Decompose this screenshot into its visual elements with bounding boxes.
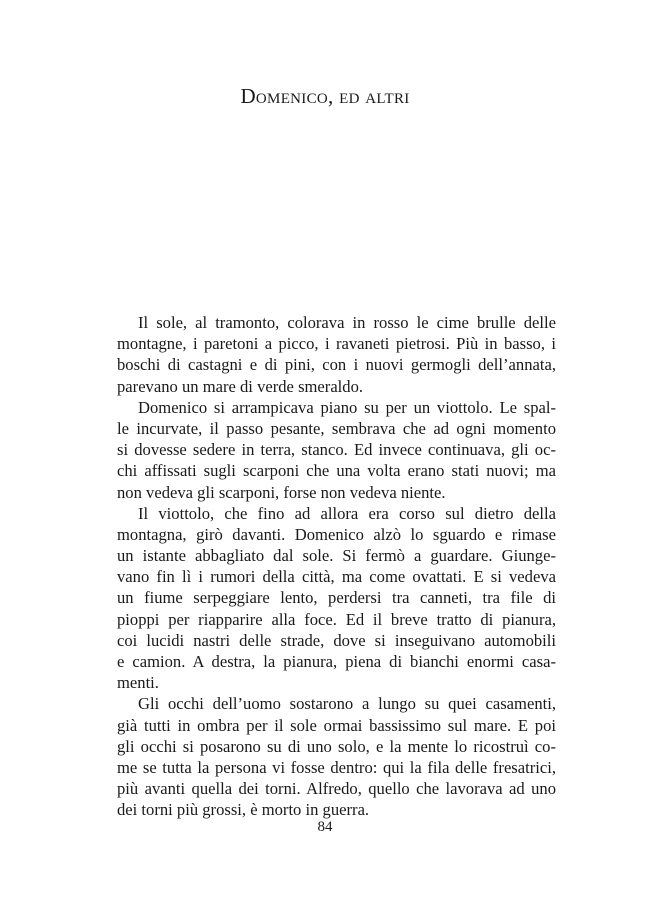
text-line: montagne, i paretoni a picco, i ravaneti pietrosi. Più in basso, i [117, 334, 556, 354]
chapter-title: Domenico, ed altri [240, 84, 410, 108]
text-line: non vedeva gli scarponi, forse non vedeva niente. [117, 482, 446, 502]
text-line: gli occhi si posarono su di uno solo, e la mente lo ricostruì co- [117, 736, 556, 756]
text-line: me se tutta la persona vi fosse dentro: qui la fila delle fresatrici, [117, 757, 556, 777]
body-text [117, 312, 556, 821]
text-line: boschi di castagni e di pini, con i nuovi germogli dell’annata, [117, 355, 556, 375]
text-line: menti. [117, 673, 159, 693]
text-line: chi affissati sugli scarponi che una volta erano stati nuovi; ma [117, 461, 556, 481]
text-line: coi lucidi nastri delle strade, dove si inseguivano automobili [117, 630, 556, 650]
text-line: si dovesse sedere in terra, stanco. Ed invece continuava, gli oc- [117, 440, 556, 460]
text-line: dei torni più grossi, è morto in guerra. [117, 800, 370, 820]
text-line: le incurvate, il passo pesante, sembrava che ad ogni momento [117, 418, 556, 438]
text-line: vano fin lì i rumori della città, ma come ovattati. E si vedeva [117, 567, 556, 587]
text-line: Gli occhi dell’uomo sostarono a lungo su quei casamenti, [138, 694, 556, 714]
text-line: Domenico si arrampicava piano su per un viottolo. Le spal- [138, 397, 556, 417]
page-number: 84 [317, 819, 333, 835]
text-line: e camion. A destra, la pianura, piena di bianchi enormi casa- [117, 652, 556, 671]
text-line: Il viottolo, che fino ad allora era corso sul dietro della [138, 503, 556, 523]
text-line: già tutti in ombra per il sole ormai bassissimo sul mare. E poi [117, 715, 556, 735]
text-line: parevano un mare di verde smeraldo. [117, 376, 364, 396]
text-line: un fiume serpeggiare lento, perdersi tra canneti, tra file di [117, 588, 556, 608]
text-line: più avanti quella dei torni. Alfredo, quello che lavorava ad uno [117, 779, 556, 799]
text-line: un istante abbagliato dal sole. Si fermò a guardare. Giunge- [117, 546, 556, 566]
text-line: Il sole, al tramonto, colorava in rosso le cime brulle delle [138, 313, 556, 332]
text-line: montagna, girò davanti. Domenico alzò lo sguardo e rimase [117, 524, 556, 544]
text-line: pioppi per riapparire alla foce. Ed il breve tratto di pianura, [117, 609, 556, 629]
